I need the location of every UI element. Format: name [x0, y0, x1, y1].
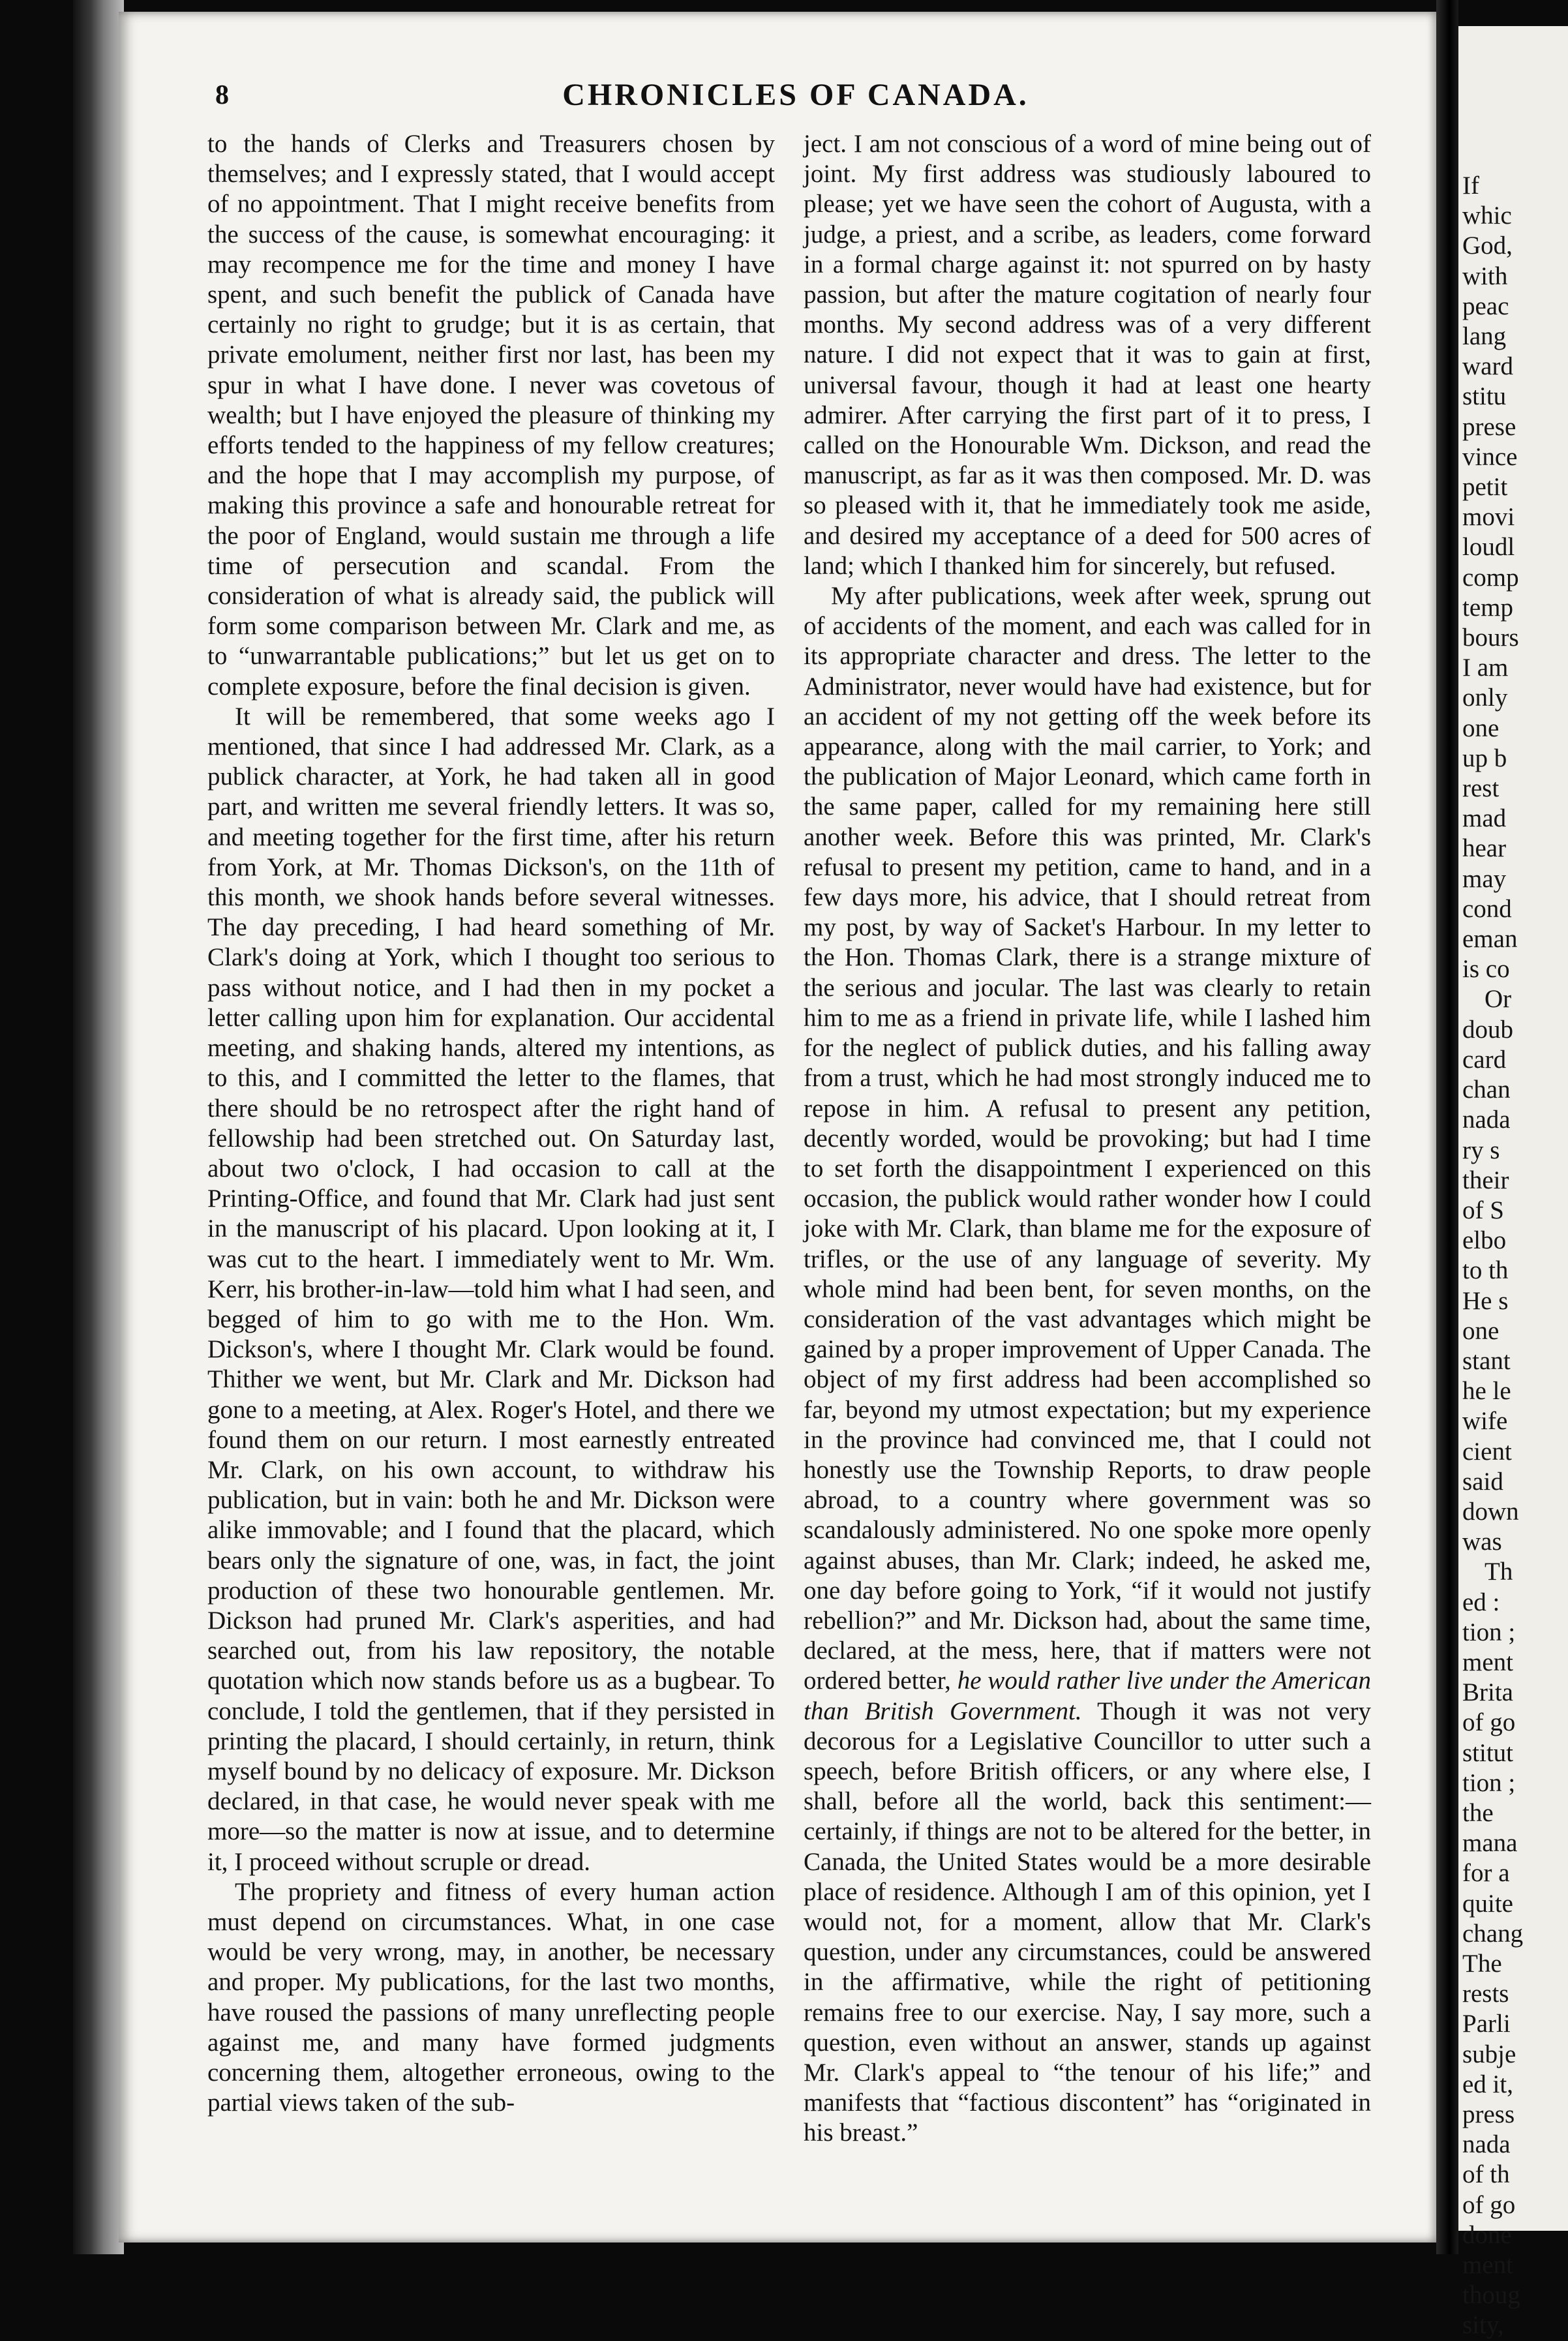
adjacent-line-fragment: prese: [1462, 412, 1516, 441]
adjacent-line-fragment: of S: [1462, 1196, 1504, 1224]
adjacent-line-fragment: rest: [1462, 774, 1500, 803]
adjacent-line-fragment: movi: [1462, 503, 1515, 532]
adjacent-line-fragment: Parli: [1462, 2010, 1511, 2038]
adjacent-line-fragment: chan: [1462, 1076, 1511, 1104]
adjacent-line-fragment: peac: [1462, 292, 1509, 320]
left-column: [207, 129, 775, 2118]
adjacent-line-fragment: stitu: [1462, 382, 1507, 411]
page-gutter: [1436, 0, 1458, 2254]
adjacent-line-fragment: done: [1462, 2220, 1512, 2249]
adjacent-line-fragment: only: [1462, 684, 1508, 712]
paragraph: ject. I am not conscious of a word of mine being out of joint. My first address was studiously laboured to please; yet we have seen the cohort of Augusta, with a judge, a priest, and a scribe, as leaders, come forward in a formal charge against it: not spurred on by hasty passion, but after the mature cogitation of nearly four months. My second address was of a very different nature. I did not expect that it was to gain at first, universal favour, though it had at least one hearty admirer. After carrying the first part of it to press, I called on the Honourable Wm. Dickson, and read the manuscript, as far as it was then composed. Mr. D. was so pleased with it, that he immediately took me aside, and desired my acceptance of a deed for 500 acres of land; which I thanked him for sincerely, but refused.: [804, 130, 1371, 580]
adjacent-line-fragment: card: [1462, 1045, 1507, 1074]
adjacent-line-fragment: with: [1462, 262, 1508, 290]
adjacent-page: [1458, 26, 1568, 2340]
paragraph: It will be remembered, that some weeks ago I mentioned, that since I had addressed Mr. Clark, as a publick character, at York, he had taken all in good part, and written me several friendly letters. It was so, and meeting together for the first time, after his return from York, at Mr. Thomas Dickson's, on the 11th of this month, we shook hands before several witnesses. The day preceding, I had heard something of Mr. Clark's doing at York, which I thought too serious to pass without notice, and I had then in my pocket a letter calling upon him for explanation. Our accidental meeting, and shaking hands, altered my intentions, as to this, and I committed the letter to the flames, that there should be no retrospect after the right hand of fellowship had been stretched out. On Saturday last, about two o'clock, I had occasion to call at the Printing-Office, and found that Mr. Clark had just sent in the manuscript of his placard. Upon looking at it, I was cut to the heart. I immediately went to Mr. Wm. Kerr, his brother-in-law—told him what I had seen, and begged of him to go with me to the Hon. Wm. Dickson's, where I thought Mr. Clark would be found. Thither we went, but Mr. Clark and Mr. Dickson had gone to a meeting, at Alex. Roger's Hotel, and there we found them on our return. I most earnestly entreated Mr. Clark, on his own account, to withdraw his publication, but in vain: both he and Mr. Dickson were alike immovable; and I found that the placard, which bears only the signature of one, was, in fact, the joint production of these two honourable gentlemen. Mr. Dickson had pruned Mr. Clark's asperities, and had searched out, from his law repository, the notable quotation which now stands before us as a bugbear. To conclude, I told the gentlemen, that if they persisted in printing the placard, I should certainly, in return, think myself bound by no delicacy of exposure. Mr. Dickson declared, in that case, he would never speak with me more—so the matter is now at issue, and to determine it, I proceed without scruple or dread.: [207, 702, 775, 1876]
running-head: [196, 72, 1396, 117]
adjacent-line-fragment: I am: [1462, 654, 1509, 682]
paragraph-text: Though it was not very decorous for a Legislative Councillor to utter such a speech, before British officers, or any where else, I shall, before all the world, back this sentiment:—certainly, if things are not to be altered for the better, in Canada, the United States would be a more desirable place of residence. Although I am of this opinion, yet I would not, for a moment, allow that Mr. Clark's question, under any circumstances, could be answered in the affirmative, while the right of petitioning remains free to our exercise. Nay, I say more, such a question, even without an answer, stands up against Mr. Clark's appeal to “the tenour of his life;” and manifests that “factious discontent” has “originated in his breast.”: [804, 1697, 1372, 2147]
right-column: [804, 129, 1371, 2149]
paragraph: The propriety and fitness of every human action must depend on circumstances. What, in one case would be very wrong, may, in another, be necessary and proper. My publications, for the last two months, have roused the passions of many unreflecting people against me, and many have formed judgments concerning them, altogether erroneous, owing to the partial views taken of the sub-: [207, 1877, 775, 2117]
adjacent-line-fragment: If: [1462, 172, 1479, 200]
italic-quotation: he would rather live under the American than British Government.: [804, 1667, 1372, 1725]
adjacent-line-fragment: said: [1462, 1467, 1503, 1496]
adjacent-line-fragment: stant: [1462, 1346, 1511, 1375]
adjacent-line-fragment: elbo: [1462, 1226, 1507, 1255]
adjacent-line-fragment: chang: [1462, 1919, 1524, 1948]
paragraph: to the hands of Clerks and Treasurers chosen by themselves; and I expressly stated, that I would accept of no appointment. That I might receive benefits from the success of the cause, is somewhat encouraging: it may recompence me for the time and money I have spent, and such benefit the publick of Canada have certainly no right to grudge; but it is as certain, that private emolument, neither first nor last, has been my spur in what I have done. I never was covetous of wealth; but I have enjoyed the pleasure of thinking my efforts tended to the happiness of my fellow creatures; and the hope that I may accomplish my purpose, of making this province a safe and honourable retreat for the poor of England, would sustain me through a life time of persecution and scandal. From the consideration of what is already said, the publick will form some comparison between Mr. Clark and me, as to “unwarrantable publications;” but let us get on to complete exposure, before the final decision is given.: [207, 130, 775, 701]
adjacent-line-fragment: up b: [1462, 744, 1507, 772]
adjacent-line-fragment: whic: [1462, 202, 1512, 230]
adjacent-line-fragment: thoug: [1462, 2281, 1520, 2310]
adjacent-line-fragment: hear: [1462, 834, 1507, 863]
adjacent-line-fragment: down: [1462, 1497, 1519, 1526]
adjacent-line-fragment: tion ;: [1462, 1768, 1516, 1797]
adjacent-line-fragment: Th: [1485, 1558, 1513, 1586]
adjacent-line-fragment: cient: [1462, 1437, 1512, 1466]
adjacent-line-fragment: petit: [1462, 473, 1508, 502]
adjacent-line-fragment: subje: [1462, 2040, 1516, 2068]
adjacent-line-fragment: nada: [1462, 1106, 1511, 1134]
adjacent-line-fragment: of go: [1462, 1708, 1516, 1737]
adjacent-line-fragment: to th: [1462, 1256, 1509, 1285]
adjacent-line-fragment: quite: [1462, 1889, 1513, 1918]
adjacent-line-fragment: ed it,: [1462, 2070, 1513, 2098]
adjacent-line-fragment: wife: [1462, 1407, 1508, 1436]
adjacent-line-fragment: Or: [1485, 985, 1512, 1014]
adjacent-line-fragment: one: [1462, 714, 1500, 742]
adjacent-line-fragment: eman: [1462, 925, 1518, 954]
adjacent-line-fragment: The: [1462, 1949, 1502, 1978]
adjacent-line-fragment: may: [1462, 864, 1507, 893]
adjacent-line-fragment: the: [1462, 1798, 1494, 1827]
adjacent-line-fragment: bours: [1462, 624, 1519, 652]
adjacent-line-fragment: press: [1462, 2100, 1515, 2128]
page-number: 8: [215, 80, 229, 110]
adjacent-line-fragment: mana: [1462, 1829, 1518, 1858]
adjacent-line-fragment: tion ;: [1462, 1618, 1516, 1646]
adjacent-line-fragment: He s: [1462, 1286, 1509, 1315]
adjacent-line-fragment: ward: [1462, 352, 1513, 381]
adjacent-line-fragment: ment: [1462, 2251, 1513, 2280]
adjacent-line-fragment: mad: [1462, 804, 1507, 833]
adjacent-line-fragment: ry s: [1462, 1136, 1500, 1164]
adjacent-line-fragment: one: [1462, 1316, 1500, 1345]
adjacent-line-fragment: Brita: [1462, 1678, 1513, 1707]
adjacent-line-fragment: sity,: [1462, 2311, 1504, 2340]
adjacent-line-fragment: rests: [1462, 1980, 1509, 2008]
adjacent-line-fragment: temp: [1462, 593, 1513, 622]
adjacent-line-fragment: of th: [1462, 2160, 1510, 2189]
adjacent-line-fragment: nada: [1462, 2130, 1511, 2159]
paragraph-text: My after publications, week after week, sprung out of accidents of the moment, and each was called for in its appropriate character and dress. The letter to the Administrator, never would have had existence, but for an accident of my not getting off the week before its appearance, along with the mail carrier, to York; and the publication of Major Leonard, which came forth in the same paper, called for my remaining here still another week. Before this was printed, Mr. Clark's refusal to present my petition, came to hand, and in a few days more, his advice, that I should retreat from my post, by way of Sacket's Harbour. In my letter to the Hon. Thomas Clark, there is a strange mixture of the serious and jocular. The last was clearly to retain him to me as a friend in private life, while I lashed him for the neglect of publick duties, and his falling away from a trust, which he had most strongly induced me to repose in him. A refusal to present any petition, decently worded, would be provoking; but had I time to set forth the disappointment I experienced on this occasion, the publick would rather wonder how I could joke with Mr. Clark, than blame me for the exposure of trifles, or the use of any language of severity. My whole mind had been bent, for seven months, on the consideration of the vast advantages which might be gained by a proper improvement of Upper Canada. The object of my first address had been accomplished so far, beyond my utmost expectation; but my experience in the province had convinced me, that I could not honestly use the Township Reports, to draw people abroad, to a country where government was so scandalously administered. No one spoke more openly against abuses, than Mr. Clark; indeed, he asked me, one day before going to York, “if it would not justify rebellion?” and Mr. Dickson had, about the same time, declared, at the mess, here, that if matters were not ordered better,: [804, 582, 1371, 1695]
adjacent-line-fragment: lang: [1462, 322, 1507, 351]
adjacent-line-fragment: is co: [1462, 955, 1510, 984]
adjacent-line-fragment: doub: [1462, 1015, 1513, 1044]
adjacent-line-fragment: ment: [1462, 1648, 1513, 1676]
adjacent-line-fragment: their: [1462, 1166, 1509, 1194]
adjacent-page-text: [1458, 171, 1568, 2341]
adjacent-line-fragment: God,: [1462, 232, 1513, 260]
adjacent-line-fragment: was: [1462, 1528, 1502, 1556]
adjacent-line-fragment: vince: [1462, 442, 1518, 471]
adjacent-line-fragment: for a: [1462, 1859, 1510, 1888]
paragraph: [804, 581, 1371, 2149]
adjacent-line-fragment: loudl: [1462, 533, 1515, 562]
book-binding-edge: [73, 0, 124, 2254]
adjacent-line-fragment: stitut: [1462, 1738, 1514, 1767]
adjacent-line-fragment: he le: [1462, 1377, 1511, 1406]
adjacent-line-fragment: comp: [1462, 563, 1519, 592]
adjacent-line-fragment: ed :: [1462, 1588, 1500, 1616]
page-title: CHRONICLES OF CANADA.: [562, 78, 1029, 112]
adjacent-line-fragment: cond: [1462, 894, 1512, 923]
adjacent-line-fragment: of go: [1462, 2190, 1516, 2219]
